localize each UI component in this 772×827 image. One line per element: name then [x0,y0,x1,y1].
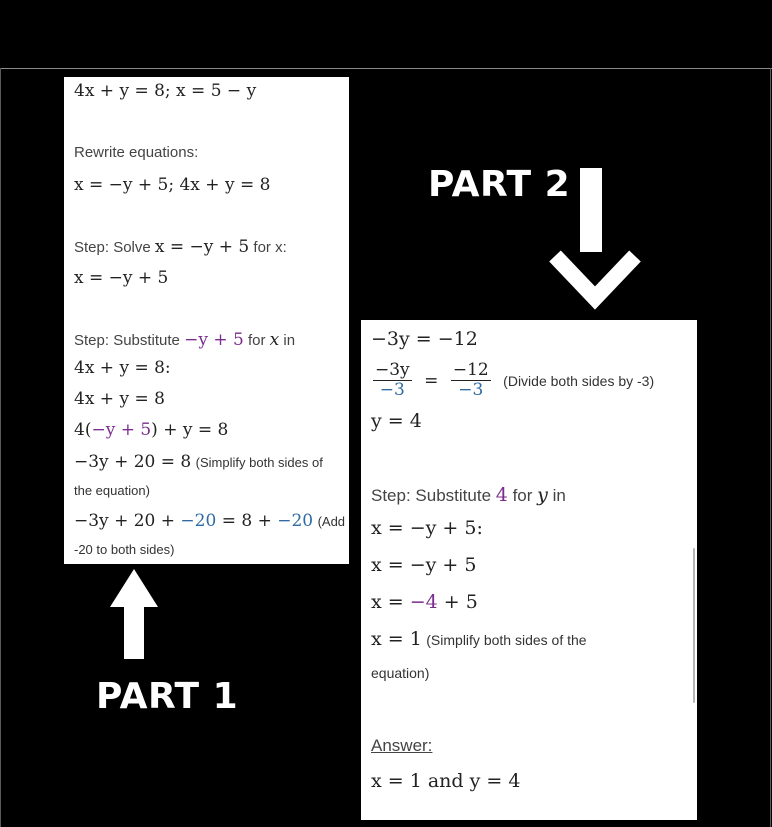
add-part-b: −20 [180,511,217,531]
part2-label: PART 2 [428,164,571,205]
right-border-line [770,68,771,827]
simplified-equation-line [74,452,323,472]
solved-equation: x = −y + 5 [74,268,169,288]
simplify-note-2: the equation) [74,483,150,498]
add-note-2: -20 to both sides) [74,542,175,557]
left-border-line [0,68,1,827]
step-solve-line [74,237,287,257]
simplified-equation: −3y + 20 = 8 [74,452,192,472]
scrollbar[interactable] [693,548,695,703]
step-substitute-y-line [371,484,566,506]
rewrite-title: Rewrite equations: [74,144,199,161]
right-fraction-numerator: −12 [452,360,489,380]
y-value-equation: y = 4 [371,410,422,432]
right-fraction [451,361,491,400]
simplify-note-1: (Simplify both sides of [195,455,323,470]
step-solve-expression: x = −y + 5 [154,237,250,257]
left-fraction-denominator: −3 [379,380,405,400]
top-divider-line [0,68,772,69]
add-part-c: = 8 + [216,511,278,531]
x-substituted-equation [371,591,478,613]
add-part-a: −3y + 20 + [74,511,181,531]
step-substitute-mid: for [243,332,270,349]
substituted-equation [74,420,228,440]
substituted-part-a: 4( [74,420,92,440]
step-solve-suffix: for x: [249,239,287,256]
x-value-equation: x = 1 [371,628,422,650]
x-simplify-note-2: equation) [371,665,430,681]
answer-text: x = 1 and y = 4 [371,770,521,792]
x-target-equation-colon: x = −y + 5: [371,517,483,539]
step-substitute-y-suffix: in [547,486,566,505]
step-substitute-prefix: Step: Substitute [74,332,185,349]
substituted-part-c: ) + y = 8 [151,420,229,440]
divide-note: (Divide both sides by -3) [503,372,655,389]
x-target-equation: x = −y + 5 [371,554,477,576]
add-equation-line [74,511,345,531]
substitute-variable: x [269,330,280,350]
given-equations: 4x + y = 8; x = 5 − y [74,81,257,101]
add-note-1: (Add [317,514,346,529]
x-sub-part-c: + 5 [437,591,478,613]
left-fraction-numerator: −3y [375,360,410,380]
rewritten-equations: x = −y + 5; 4x + y = 8 [74,175,271,195]
substitute-value: 4 [495,484,508,506]
part2-solution-panel [361,320,697,820]
x-simplify-note-1: (Simplify both sides of the [426,632,587,648]
target-equation: 4x + y = 8 [74,389,165,409]
step-substitute-y-mid: for [507,486,538,505]
answer-label: Answer: [371,736,433,755]
substitute-expression: −y + 5 [184,330,244,350]
target-equation-colon: 4x + y = 8: [74,358,171,378]
left-fraction [373,361,412,400]
step-solve-prefix: Step: Solve [74,239,155,256]
equation-minus3y: −3y = −12 [371,328,478,350]
x-value-line [371,628,587,650]
right-fraction-denominator: −3 [458,380,484,400]
step-substitute-line [74,330,295,350]
part2-down-arrow-icon [549,168,641,312]
part1-solution-panel [64,77,349,564]
add-part-d: −20 [277,511,314,531]
substitute-y-variable: y [537,484,548,506]
x-sub-part-b: −4 [409,591,438,613]
step-substitute-y-prefix: Step: Substitute [371,486,496,505]
part1-up-arrow-icon [108,567,160,661]
fraction-equals: = [424,370,439,391]
part1-label: PART 1 [96,676,239,717]
step-substitute-suffix: in [279,332,296,349]
divide-equation-line [371,361,654,400]
substituted-part-b: −y + 5 [91,420,152,440]
x-sub-part-a: x = [371,591,410,613]
